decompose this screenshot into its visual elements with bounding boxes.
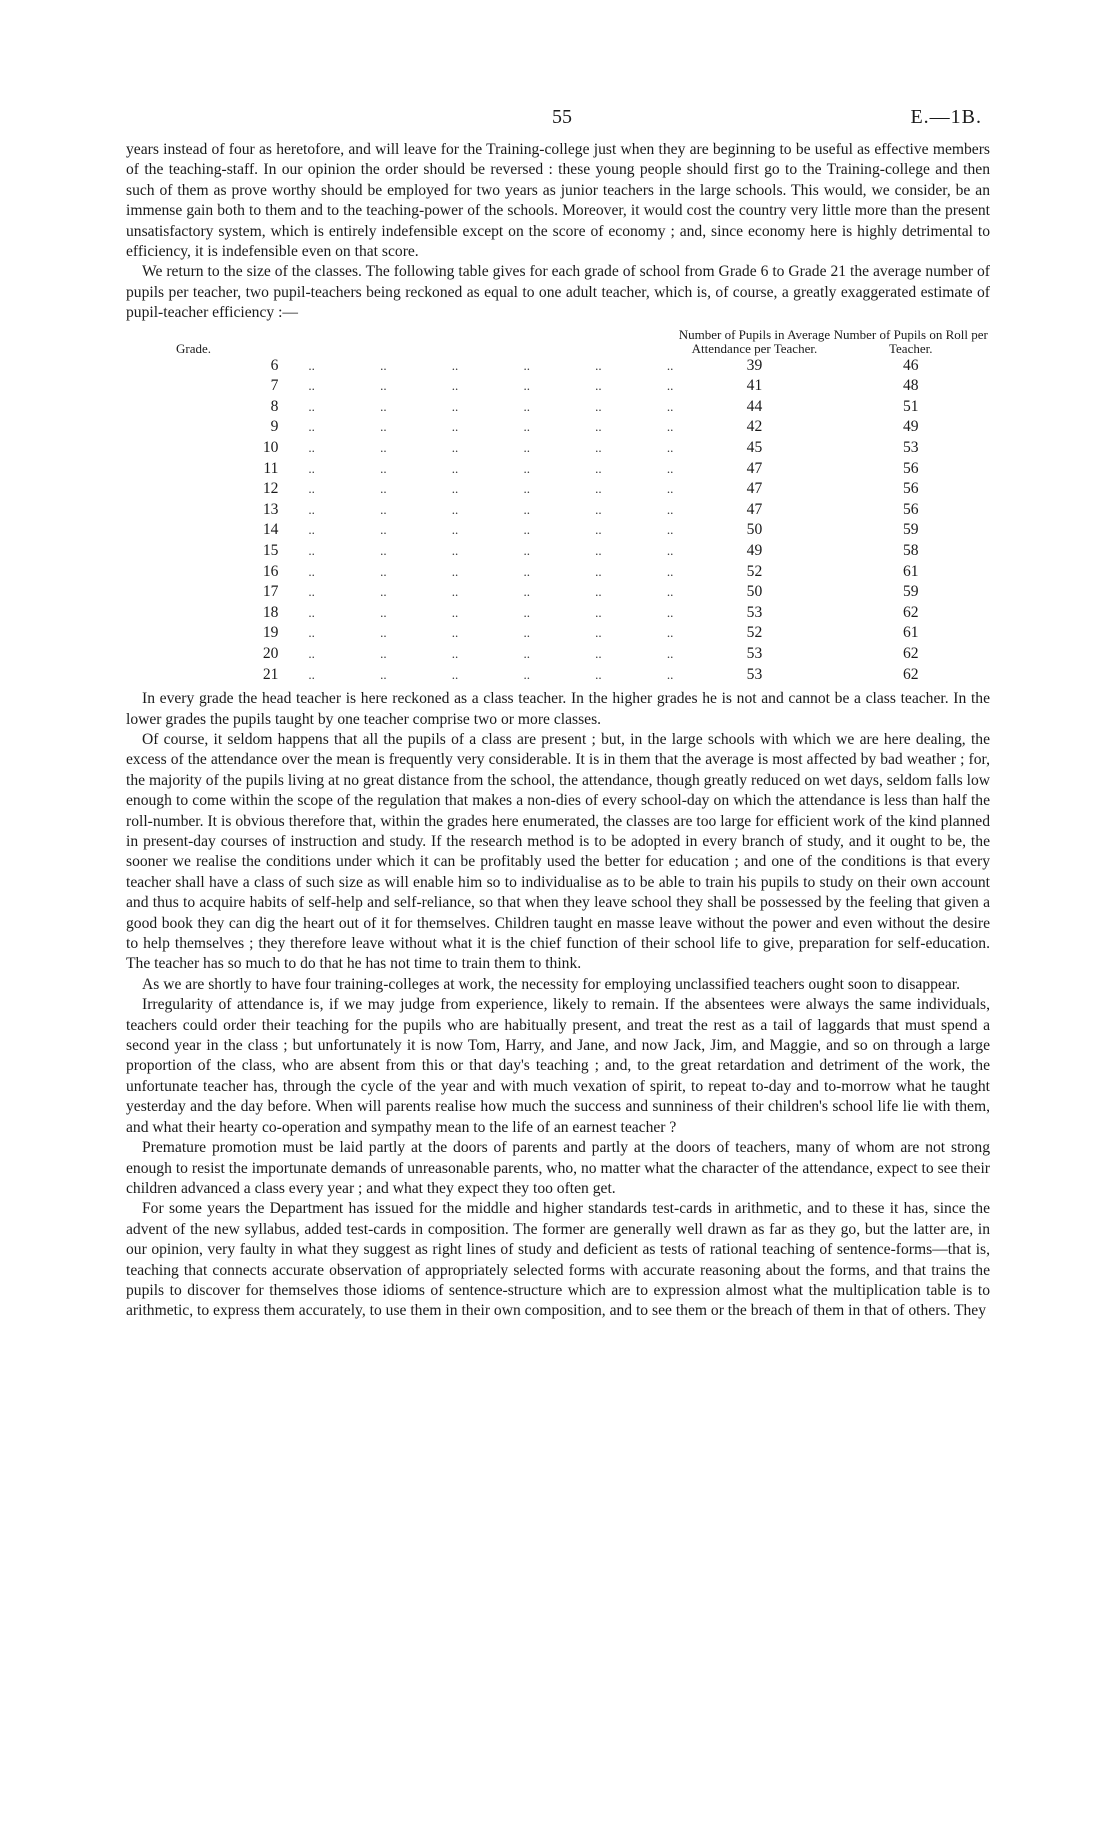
leader-dot: .. (308, 666, 315, 682)
leader-dot: .. (451, 522, 459, 538)
leader-dot: .. (451, 378, 459, 394)
leader-dot: .. (666, 604, 674, 620)
attendance-cell: 53 (746, 644, 763, 662)
leader-dot: .. (451, 563, 459, 579)
table-header-row (126, 328, 990, 356)
leader-dot: .. (308, 604, 315, 620)
table-row (126, 356, 990, 377)
document-page (126, 100, 990, 1322)
leader-dot: .. (380, 645, 387, 661)
leader-dot: .. (451, 625, 459, 641)
leader-dots (294, 438, 677, 459)
grade-cell: 20 (262, 644, 279, 662)
leader-dot: .. (666, 666, 674, 682)
leader-dot: .. (595, 522, 602, 538)
column-header-grade: Grade. (176, 340, 212, 356)
attendance-cell: 47 (746, 459, 763, 477)
leader-dot: .. (308, 522, 315, 538)
table-row (126, 500, 990, 521)
paragraph: We return to the size of the classes. The following table gives for each grade of school from Grade 6 to Grade 21 the average number of pupils per teacher, two pupil-teachers being reckoned as equal to one adult teacher, which is, of course, a greatly exaggerated estimate of pupil-teacher efficiency :— (126, 263, 990, 322)
attendance-cell: 52 (746, 562, 763, 580)
leader-dot: .. (308, 543, 315, 558)
leader-dot: .. (666, 419, 674, 435)
leader-dot: .. (380, 440, 387, 456)
grade-cell: 19 (262, 624, 279, 642)
attendance-cell: 50 (746, 521, 763, 539)
table-row (126, 376, 990, 397)
paragraph: Of course, it seldom happens that all the pupils of a class are present ; but, in the large schools with which we are here dealing, the excess of the attendance over the mean is frequently very considerable. It is in them that the average is most affected by bad weather ; for, the majority of the pupils living at no great distance from the school, the attendance, though greatly reduced on wet days, seldom falls low enough to come within the scope of the regulation that makes a non-dies of every school-day on which the attendance is less than half the roll-number. It is obvious therefore that, within the grades here enumerated, the classes are too large for efficient work of the kind planned in present-day courses of instruction and study. If the research method is to be adopted in every branch of study, and it ought to be, the sooner we realise the conditions under which it can be profitably used the better for education ; and one of the conditions is that every teacher shall have a class of such size as will enable him so to individualise as to be able to train his pupils to study on their own account and thus to acquire habits of self-help and self-reliance, so that when they leave school they shall be possessed by the feeling that given a good book they can dig the heart out of it for themselves. Children taught en masse leave without the power and even without the desire to help themselves ; they therefore leave without what it is the chief function of their school life to give, preparation for self-education. The teacher has so much to do that he has not time to train them to think. (126, 730, 990, 973)
leader-dot: .. (380, 419, 387, 435)
leader-dot: .. (595, 645, 602, 661)
leader-dot: .. (451, 481, 459, 497)
roll-cell: 49 (902, 418, 919, 436)
leader-dot: .. (595, 419, 602, 435)
leader-dots (294, 582, 677, 603)
leader-dot: .. (308, 501, 315, 517)
column-header-spacer (294, 328, 677, 356)
leader-dot: .. (523, 563, 530, 579)
leader-dot: .. (523, 522, 530, 538)
leader-dots (294, 603, 677, 624)
leader-dot: .. (308, 440, 315, 456)
attendance-cell: 39 (746, 356, 763, 374)
paragraph: As we are shortly to have four training-colleges at work, the necessity for employing unclassified teachers ought soon to disappear. (142, 975, 961, 993)
leader-dot: .. (595, 501, 602, 517)
leader-dot: .. (308, 357, 315, 373)
attendance-cell: 42 (746, 418, 763, 436)
leader-dot: .. (451, 501, 459, 517)
table-row (126, 541, 990, 562)
roll-cell: 51 (902, 397, 919, 415)
leader-dots (294, 479, 677, 500)
leader-dot: .. (380, 398, 387, 414)
leader-dots (294, 376, 677, 397)
column-header-roll: Number of Pupils on Roll per Teacher. (833, 326, 988, 356)
grade-cell: 15 (262, 542, 279, 559)
leader-dot: .. (523, 378, 530, 394)
leader-dot: .. (666, 460, 674, 476)
page-header (126, 100, 990, 140)
leader-dot: .. (523, 419, 530, 435)
leader-dot: .. (595, 604, 602, 620)
attendance-cell: 50 (746, 583, 763, 601)
leader-dots (294, 500, 677, 521)
grade-cell: 7 (270, 377, 279, 395)
leader-dot: .. (523, 625, 530, 641)
leader-dot: .. (451, 645, 459, 661)
leader-dot: .. (451, 604, 459, 620)
grade-cell: 18 (262, 603, 279, 621)
leader-dots (294, 541, 677, 562)
leader-dot: .. (666, 378, 674, 394)
roll-cell: 59 (902, 583, 919, 601)
table-row (126, 582, 990, 603)
table-row (126, 479, 990, 500)
grade-cell: 6 (270, 356, 279, 374)
leader-dot: .. (308, 584, 315, 600)
leader-dot: .. (380, 666, 387, 682)
leader-dot: .. (595, 357, 602, 373)
leader-dot: .. (523, 501, 530, 517)
grade-cell: 12 (262, 480, 279, 498)
leader-dot: .. (595, 440, 602, 456)
table-body (126, 356, 990, 686)
leader-dot: .. (523, 460, 530, 476)
leader-dot: .. (308, 419, 315, 435)
roll-cell: 53 (902, 439, 919, 457)
table-row (126, 438, 990, 459)
roll-cell: 62 (902, 603, 919, 621)
leader-dot: .. (595, 460, 602, 476)
leader-dot: .. (308, 481, 315, 497)
leader-dot: .. (451, 357, 459, 373)
table-row (126, 397, 990, 418)
leader-dot: .. (380, 625, 387, 641)
table-row (126, 665, 990, 686)
table-row (126, 562, 990, 583)
leader-dot: .. (451, 419, 459, 435)
roll-cell: 61 (902, 562, 919, 580)
attendance-cell: 52 (746, 624, 763, 642)
leader-dots (294, 665, 677, 686)
leader-dot: .. (451, 440, 459, 456)
leader-dot: .. (380, 543, 387, 558)
leader-dot: .. (523, 481, 530, 497)
leader-dot: .. (451, 398, 459, 414)
leader-dot: .. (666, 440, 674, 456)
leader-dot: .. (666, 357, 674, 373)
leader-dots (294, 417, 677, 438)
paragraph: For some years the Department has issued for the middle and higher standards test-cards in arithmetic, and to these it has, since the advent of the new syllabus, added test-cards in composition. The former are generally well drawn as far as they go, but the latter are, in our opinion, very faulty in what they suggest as right lines of study and deficient as tests of rational teaching of sentence-forms—that is, teaching that connects accurate observation of appropriately selected forms with accurate reasoning about the forms, and that trains the pupils to discover for themselves those idioms of sentence-structure which are to expression almost what the multiplication table is to arithmetic, to express them accurately, to use them in their own composition, and to see them or the breach of them in that of others. They (126, 1200, 990, 1320)
leader-dot: .. (666, 645, 674, 661)
table-row (126, 417, 990, 438)
leader-dot: .. (380, 501, 387, 517)
roll-cell: 62 (902, 665, 919, 683)
pupils-per-teacher-table (126, 328, 990, 686)
leader-dot: .. (666, 563, 674, 579)
roll-cell: 56 (902, 500, 919, 518)
table-row (126, 623, 990, 644)
roll-cell: 59 (902, 521, 919, 539)
leader-dot: .. (595, 563, 602, 579)
leader-dot: .. (308, 563, 315, 579)
leader-dot: .. (523, 398, 530, 414)
leader-dot: .. (308, 625, 315, 641)
leader-dots (294, 644, 677, 665)
leader-dot: .. (523, 666, 530, 682)
leader-dots (294, 459, 677, 480)
leader-dot: .. (308, 460, 315, 476)
grade-cell: 16 (262, 562, 279, 580)
leader-dot: .. (380, 604, 387, 620)
leader-dot: .. (523, 645, 530, 661)
leader-dot: .. (380, 378, 387, 394)
leader-dot: .. (523, 604, 530, 620)
grade-cell: 8 (270, 397, 279, 415)
leader-dot: .. (595, 625, 602, 641)
leader-dots (294, 623, 677, 644)
paragraph: Premature promotion must be laid partly at the doors of parents and partly at the doors of teachers, many of whom are not strong enough to resist the importunate demands of unreasonable parents, who, no matter what the character of the attendance, expect to see their children advanced a class every year ; and what they expect they too often get. (126, 1139, 990, 1197)
leader-dots (294, 520, 677, 541)
grade-cell: 9 (270, 418, 279, 436)
leader-dot: .. (380, 357, 387, 373)
leader-dot: .. (523, 440, 530, 456)
attendance-cell: 47 (746, 480, 763, 498)
leader-dot: .. (380, 584, 387, 600)
leader-dot: .. (380, 563, 387, 579)
leader-dot: .. (666, 398, 674, 414)
attendance-cell: 47 (746, 500, 763, 518)
attendance-cell: 45 (746, 439, 763, 457)
grade-cell: 10 (262, 439, 279, 457)
leader-dot: .. (451, 584, 459, 600)
column-header-attendance: Number of Pupils in Average Attendance per Teacher. (678, 326, 831, 356)
roll-cell: 61 (902, 624, 919, 642)
attendance-cell: 53 (746, 603, 763, 621)
leader-dots (294, 356, 677, 377)
leader-dot: .. (523, 543, 530, 558)
roll-cell: 48 (902, 377, 919, 395)
leader-dot: .. (451, 460, 459, 476)
attendance-cell: 53 (746, 665, 763, 683)
leader-dot: .. (595, 378, 602, 394)
leader-dot: .. (666, 625, 674, 641)
leader-dot: .. (595, 666, 602, 682)
leader-dot: .. (666, 584, 674, 600)
grade-cell: 14 (262, 521, 279, 539)
leader-dot: .. (666, 481, 674, 497)
leader-dot: .. (523, 357, 530, 373)
grade-cell: 17 (262, 583, 279, 601)
table-row (126, 644, 990, 665)
table-row (126, 459, 990, 480)
leader-dot: .. (308, 398, 315, 414)
leader-dot: .. (380, 460, 387, 476)
leader-dot: .. (451, 543, 459, 558)
leader-dot: .. (595, 398, 602, 414)
grade-cell: 21 (262, 665, 279, 683)
document-reference: E.—1B. (910, 106, 982, 128)
page-number: 55 (552, 106, 572, 128)
table-row (126, 603, 990, 624)
paragraph: years instead of four as heretofore, and will leave for the Training-college just when they are beginning to be useful as effective members of the teaching-staff. In our opinion the order should be reversed : these young people should first go to the Training-college and then such of them as prove worthy should be employed for two years as junior teachers in the large schools. This would, we consider, be an immense gain both to them and to the teaching-power of the schools. Moreover, it would cost the country very little more than the present unsatisfactory system, which is entirely indefensible except on the score of economy ; and, since economy here is highly detrimental to efficiency, it is indefensible even on that score. (126, 141, 990, 261)
leader-dot: .. (523, 584, 530, 600)
roll-cell: 56 (902, 480, 919, 498)
leader-dots (294, 397, 677, 418)
paragraph: Irregularity of attendance is, if we may judge from experience, likely to remain. If the absentees were always the same individuals, teachers could order their teaching for the pupils who are habitually present, and treat the rest as a tail of laggards that must spend a second year in the class ; but unfortunately it is now Tom, Harry, and Jane, and now Jack, Jim, and Maggie, and so on through a large proportion of the class, who are absent from this or that day's teaching ; and, to the great retardation and detriment of the work, the unfortunate teacher has, through the cycle of the year and with much vexation of spirit, to repeat to-day and to-morrow what he taught yesterday and the day before. When will parents realise how much the success and sunniness of their children's school life lie with them, and what their hearty co-operation and sympathy mean to the life of an earnest teacher ? (126, 996, 990, 1136)
roll-cell: 46 (902, 356, 919, 374)
roll-cell: 62 (902, 644, 919, 662)
grade-cell: 13 (262, 500, 279, 518)
leader-dot: .. (308, 645, 315, 661)
leader-dot: .. (380, 481, 387, 497)
leader-dot: .. (380, 522, 387, 538)
paragraph: In every grade the head teacher is here reckoned as a class teacher. In the higher grades he is not and cannot be a class teacher. In the lower grades the pupils taught by one teacher comprise two or more classes. (126, 690, 990, 728)
roll-cell: 58 (902, 542, 919, 559)
leader-dot: .. (595, 481, 602, 497)
leader-dot: .. (595, 584, 602, 600)
attendance-cell: 49 (746, 542, 763, 559)
grade-cell: 11 (263, 459, 279, 477)
leader-dot: .. (595, 543, 602, 558)
roll-cell: 56 (902, 459, 919, 477)
table-row (126, 520, 990, 541)
attendance-cell: 41 (746, 377, 763, 395)
leader-dot: .. (666, 522, 674, 538)
leader-dots (294, 562, 677, 583)
leader-dot: .. (451, 666, 459, 682)
leader-dot: .. (308, 378, 315, 394)
leader-dot: .. (666, 501, 674, 517)
leader-dot: .. (666, 543, 674, 558)
attendance-cell: 44 (746, 397, 763, 415)
